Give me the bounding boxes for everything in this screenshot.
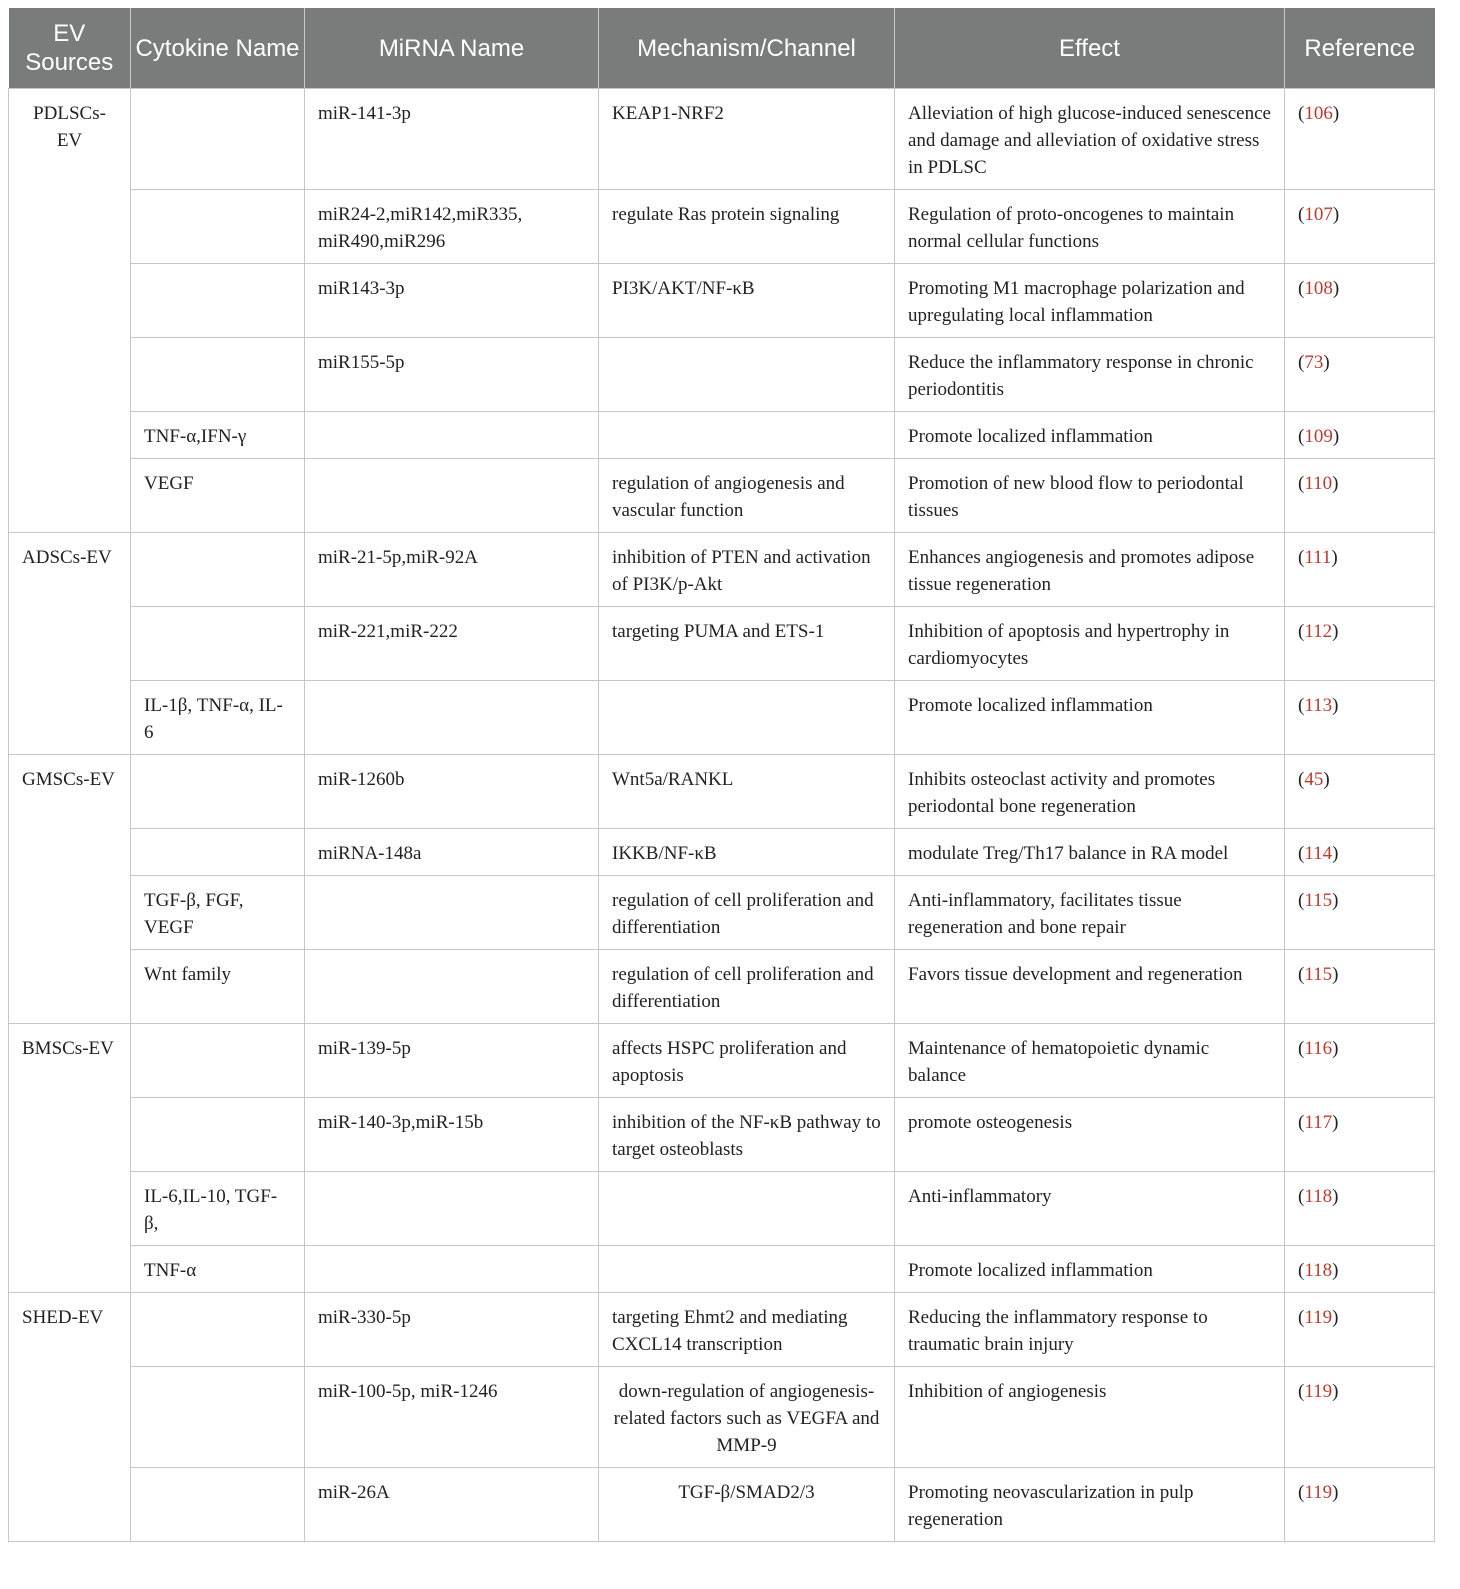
cytokine-cell (131, 1468, 305, 1542)
reference-cell: (116) (1285, 1024, 1435, 1098)
effect-cell: Alleviation of high glucose-induced senescence and damage and alleviation of oxidative stress in PDLSC (895, 89, 1285, 190)
ev-source-cell: GMSCs-EV (9, 755, 131, 1024)
effect-cell: Inhibition of apoptosis and hypertrophy in cardiomyocytes (895, 607, 1285, 681)
reference-link[interactable]: 108 (1304, 278, 1333, 299)
mirna-cell (305, 950, 599, 1024)
mechanism-cell: affects HSPC proliferation and apoptosis (599, 1024, 895, 1098)
reference-cell: (109) (1285, 412, 1435, 459)
mechanism-cell: inhibition of PTEN and activation of PI3K/p-Akt (599, 533, 895, 607)
mechanism-cell: KEAP1-NRF2 (599, 89, 895, 190)
ev-source-cell: ADSCs-EV (9, 533, 131, 755)
table-row (9, 264, 1435, 338)
effect-cell: Promote localized inflammation (895, 412, 1285, 459)
table-container (8, 8, 1434, 1542)
reference-link[interactable]: 45 (1304, 769, 1324, 790)
mirna-cell (305, 412, 599, 459)
reference-link[interactable]: 115 (1304, 890, 1333, 911)
mechanism-cell: down-regulation of angiogenesis-related factors such as VEGFA and MMP-9 (599, 1367, 895, 1468)
reference-link[interactable]: 119 (1304, 1482, 1333, 1503)
table-row (9, 1246, 1435, 1293)
reference-link[interactable]: 109 (1304, 426, 1333, 447)
mechanism-cell (599, 338, 895, 412)
cytokine-cell (131, 190, 305, 264)
reference-link[interactable]: 116 (1304, 1038, 1333, 1059)
table-row (9, 1172, 1435, 1246)
mirna-cell: miR-26A (305, 1468, 599, 1542)
effect-cell: Maintenance of hematopoietic dynamic balance (895, 1024, 1285, 1098)
mirna-cell: miR-221,miR-222 (305, 607, 599, 681)
table-row (9, 681, 1435, 755)
table-row (9, 1367, 1435, 1468)
cytokine-cell (131, 1367, 305, 1468)
table-row (9, 1293, 1435, 1367)
mirna-cell: miR-1260b (305, 755, 599, 829)
mechanism-cell: targeting Ehmt2 and mediating CXCL14 transcription (599, 1293, 895, 1367)
mechanism-cell (599, 1172, 895, 1246)
reference-link[interactable]: 118 (1304, 1260, 1333, 1281)
effect-cell: Anti-inflammatory, facilitates tissue regeneration and bone repair (895, 876, 1285, 950)
reference-link[interactable]: 115 (1304, 964, 1333, 985)
mechanism-cell (599, 1246, 895, 1293)
cytokine-cell: VEGF (131, 459, 305, 533)
ev-source-cell: PDLSCs-EV (9, 89, 131, 533)
effect-cell: Favors tissue development and regeneration (895, 950, 1285, 1024)
reference-cell: (119) (1285, 1468, 1435, 1542)
reference-link[interactable]: 113 (1304, 695, 1333, 716)
mirna-cell: miR-330-5p (305, 1293, 599, 1367)
table-header (9, 8, 1435, 89)
header-row (9, 8, 1435, 89)
reference-cell: (117) (1285, 1098, 1435, 1172)
mechanism-cell (599, 412, 895, 459)
reference-cell: (108) (1285, 264, 1435, 338)
effect-cell: Regulation of proto-oncogenes to maintain normal cellular functions (895, 190, 1285, 264)
cytokine-cell: TGF-β, FGF, VEGF (131, 876, 305, 950)
table-body (9, 89, 1435, 1542)
table-row (9, 1098, 1435, 1172)
header-mirna-name: MiRNA Name (305, 8, 599, 89)
mirna-cell: miR-100-5p, miR-1246 (305, 1367, 599, 1468)
reference-cell: (114) (1285, 829, 1435, 876)
reference-cell: (112) (1285, 607, 1435, 681)
mirna-cell: miR155-5p (305, 338, 599, 412)
mechanism-cell: regulate Ras protein signaling (599, 190, 895, 264)
table-row (9, 829, 1435, 876)
cytokine-cell (131, 755, 305, 829)
table-row (9, 190, 1435, 264)
header-cytokine-name: Cytokine Name (131, 8, 305, 89)
reference-link[interactable]: 119 (1304, 1381, 1333, 1402)
mechanism-cell: inhibition of the NF-κB pathway to target osteoblasts (599, 1098, 895, 1172)
mirna-cell: miR-141-3p (305, 89, 599, 190)
cytokine-cell (131, 829, 305, 876)
reference-cell: (111) (1285, 533, 1435, 607)
reference-link[interactable]: 107 (1304, 204, 1333, 225)
reference-cell: (119) (1285, 1293, 1435, 1367)
cytokine-cell (131, 1098, 305, 1172)
mechanism-cell: TGF-β/SMAD2/3 (599, 1468, 895, 1542)
ev-source-cell: BMSCs-EV (9, 1024, 131, 1293)
reference-cell: (119) (1285, 1367, 1435, 1468)
effect-cell: Reducing the inflammatory response to traumatic brain injury (895, 1293, 1285, 1367)
reference-link[interactable]: 117 (1304, 1112, 1333, 1133)
mechanism-cell: regulation of cell proliferation and differentiation (599, 950, 895, 1024)
mechanism-cell: Wnt5a/RANKL (599, 755, 895, 829)
ev-cytokine-mirna-table (8, 8, 1435, 1542)
reference-cell: (45) (1285, 755, 1435, 829)
header-mechanism-channel: Mechanism/Channel (599, 8, 895, 89)
mechanism-cell: regulation of cell proliferation and differentiation (599, 876, 895, 950)
header-effect: Effect (895, 8, 1285, 89)
effect-cell: Enhances angiogenesis and promotes adipose tissue regeneration (895, 533, 1285, 607)
reference-cell: (115) (1285, 950, 1435, 1024)
mirna-cell: miR-140-3p,miR-15b (305, 1098, 599, 1172)
cytokine-cell (131, 89, 305, 190)
table-row (9, 1024, 1435, 1098)
table-row (9, 459, 1435, 533)
reference-link[interactable]: 110 (1304, 473, 1333, 494)
mirna-cell (305, 681, 599, 755)
effect-cell: Promoting neovascularization in pulp regeneration (895, 1468, 1285, 1542)
table-row (9, 338, 1435, 412)
effect-cell: Inhibits osteoclast activity and promotes periodontal bone regeneration (895, 755, 1285, 829)
mirna-cell: miR-139-5p (305, 1024, 599, 1098)
effect-cell: Promoting M1 macrophage polarization and upregulating local inflammation (895, 264, 1285, 338)
effect-cell: Reduce the inflammatory response in chronic periodontitis (895, 338, 1285, 412)
header-ev-sources: EV Sources (9, 8, 131, 89)
reference-link[interactable]: 118 (1304, 1186, 1333, 1207)
effect-cell: promote osteogenesis (895, 1098, 1285, 1172)
cytokine-cell: TNF-α,IFN-γ (131, 412, 305, 459)
cytokine-cell (131, 1024, 305, 1098)
table-row (9, 533, 1435, 607)
table-row (9, 412, 1435, 459)
reference-cell: (107) (1285, 190, 1435, 264)
mechanism-cell: targeting PUMA and ETS-1 (599, 607, 895, 681)
effect-cell: modulate Treg/Th17 balance in RA model (895, 829, 1285, 876)
reference-link[interactable]: 119 (1304, 1307, 1333, 1328)
table-row (9, 876, 1435, 950)
effect-cell: Promote localized inflammation (895, 1246, 1285, 1293)
mechanism-cell: IKKB/NF-κB (599, 829, 895, 876)
reference-link[interactable]: 106 (1304, 103, 1333, 124)
cytokine-cell: IL-6,IL-10, TGF-β, (131, 1172, 305, 1246)
cytokine-cell (131, 264, 305, 338)
mirna-cell: miRNA-148a (305, 829, 599, 876)
mechanism-cell: PI3K/AKT/NF-κB (599, 264, 895, 338)
reference-link[interactable]: 112 (1304, 621, 1333, 642)
mirna-cell (305, 459, 599, 533)
reference-link[interactable]: 114 (1304, 843, 1333, 864)
mirna-cell: miR24-2,miR142,miR335, miR490,miR296 (305, 190, 599, 264)
cytokine-cell (131, 338, 305, 412)
reference-cell: (118) (1285, 1246, 1435, 1293)
mirna-cell: miR-21-5p,miR-92A (305, 533, 599, 607)
reference-cell: (115) (1285, 876, 1435, 950)
effect-cell: Anti-inflammatory (895, 1172, 1285, 1246)
effect-cell: Inhibition of angiogenesis (895, 1367, 1285, 1468)
reference-cell: (113) (1285, 681, 1435, 755)
cytokine-cell (131, 607, 305, 681)
cytokine-cell: TNF-α (131, 1246, 305, 1293)
mechanism-cell: regulation of angiogenesis and vascular function (599, 459, 895, 533)
mirna-cell (305, 1246, 599, 1293)
reference-link[interactable]: 111 (1304, 547, 1332, 568)
ev-source-cell: SHED-EV (9, 1293, 131, 1542)
reference-cell: (73) (1285, 338, 1435, 412)
cytokine-cell (131, 533, 305, 607)
cytokine-cell: IL-1β, TNF-α, IL-6 (131, 681, 305, 755)
reference-cell: (110) (1285, 459, 1435, 533)
cytokine-cell (131, 1293, 305, 1367)
mirna-cell: miR143-3p (305, 264, 599, 338)
reference-cell: (106) (1285, 89, 1435, 190)
cytokine-cell: Wnt family (131, 950, 305, 1024)
table-row (9, 950, 1435, 1024)
table-row (9, 607, 1435, 681)
mirna-cell (305, 1172, 599, 1246)
mirna-cell (305, 876, 599, 950)
effect-cell: Promote localized inflammation (895, 681, 1285, 755)
table-row (9, 89, 1435, 190)
reference-link[interactable]: 73 (1304, 352, 1324, 373)
header-reference: Reference (1285, 8, 1435, 89)
table-row (9, 755, 1435, 829)
mechanism-cell (599, 681, 895, 755)
table-row (9, 1468, 1435, 1542)
effect-cell: Promotion of new blood flow to periodontal tissues (895, 459, 1285, 533)
reference-cell: (118) (1285, 1172, 1435, 1246)
